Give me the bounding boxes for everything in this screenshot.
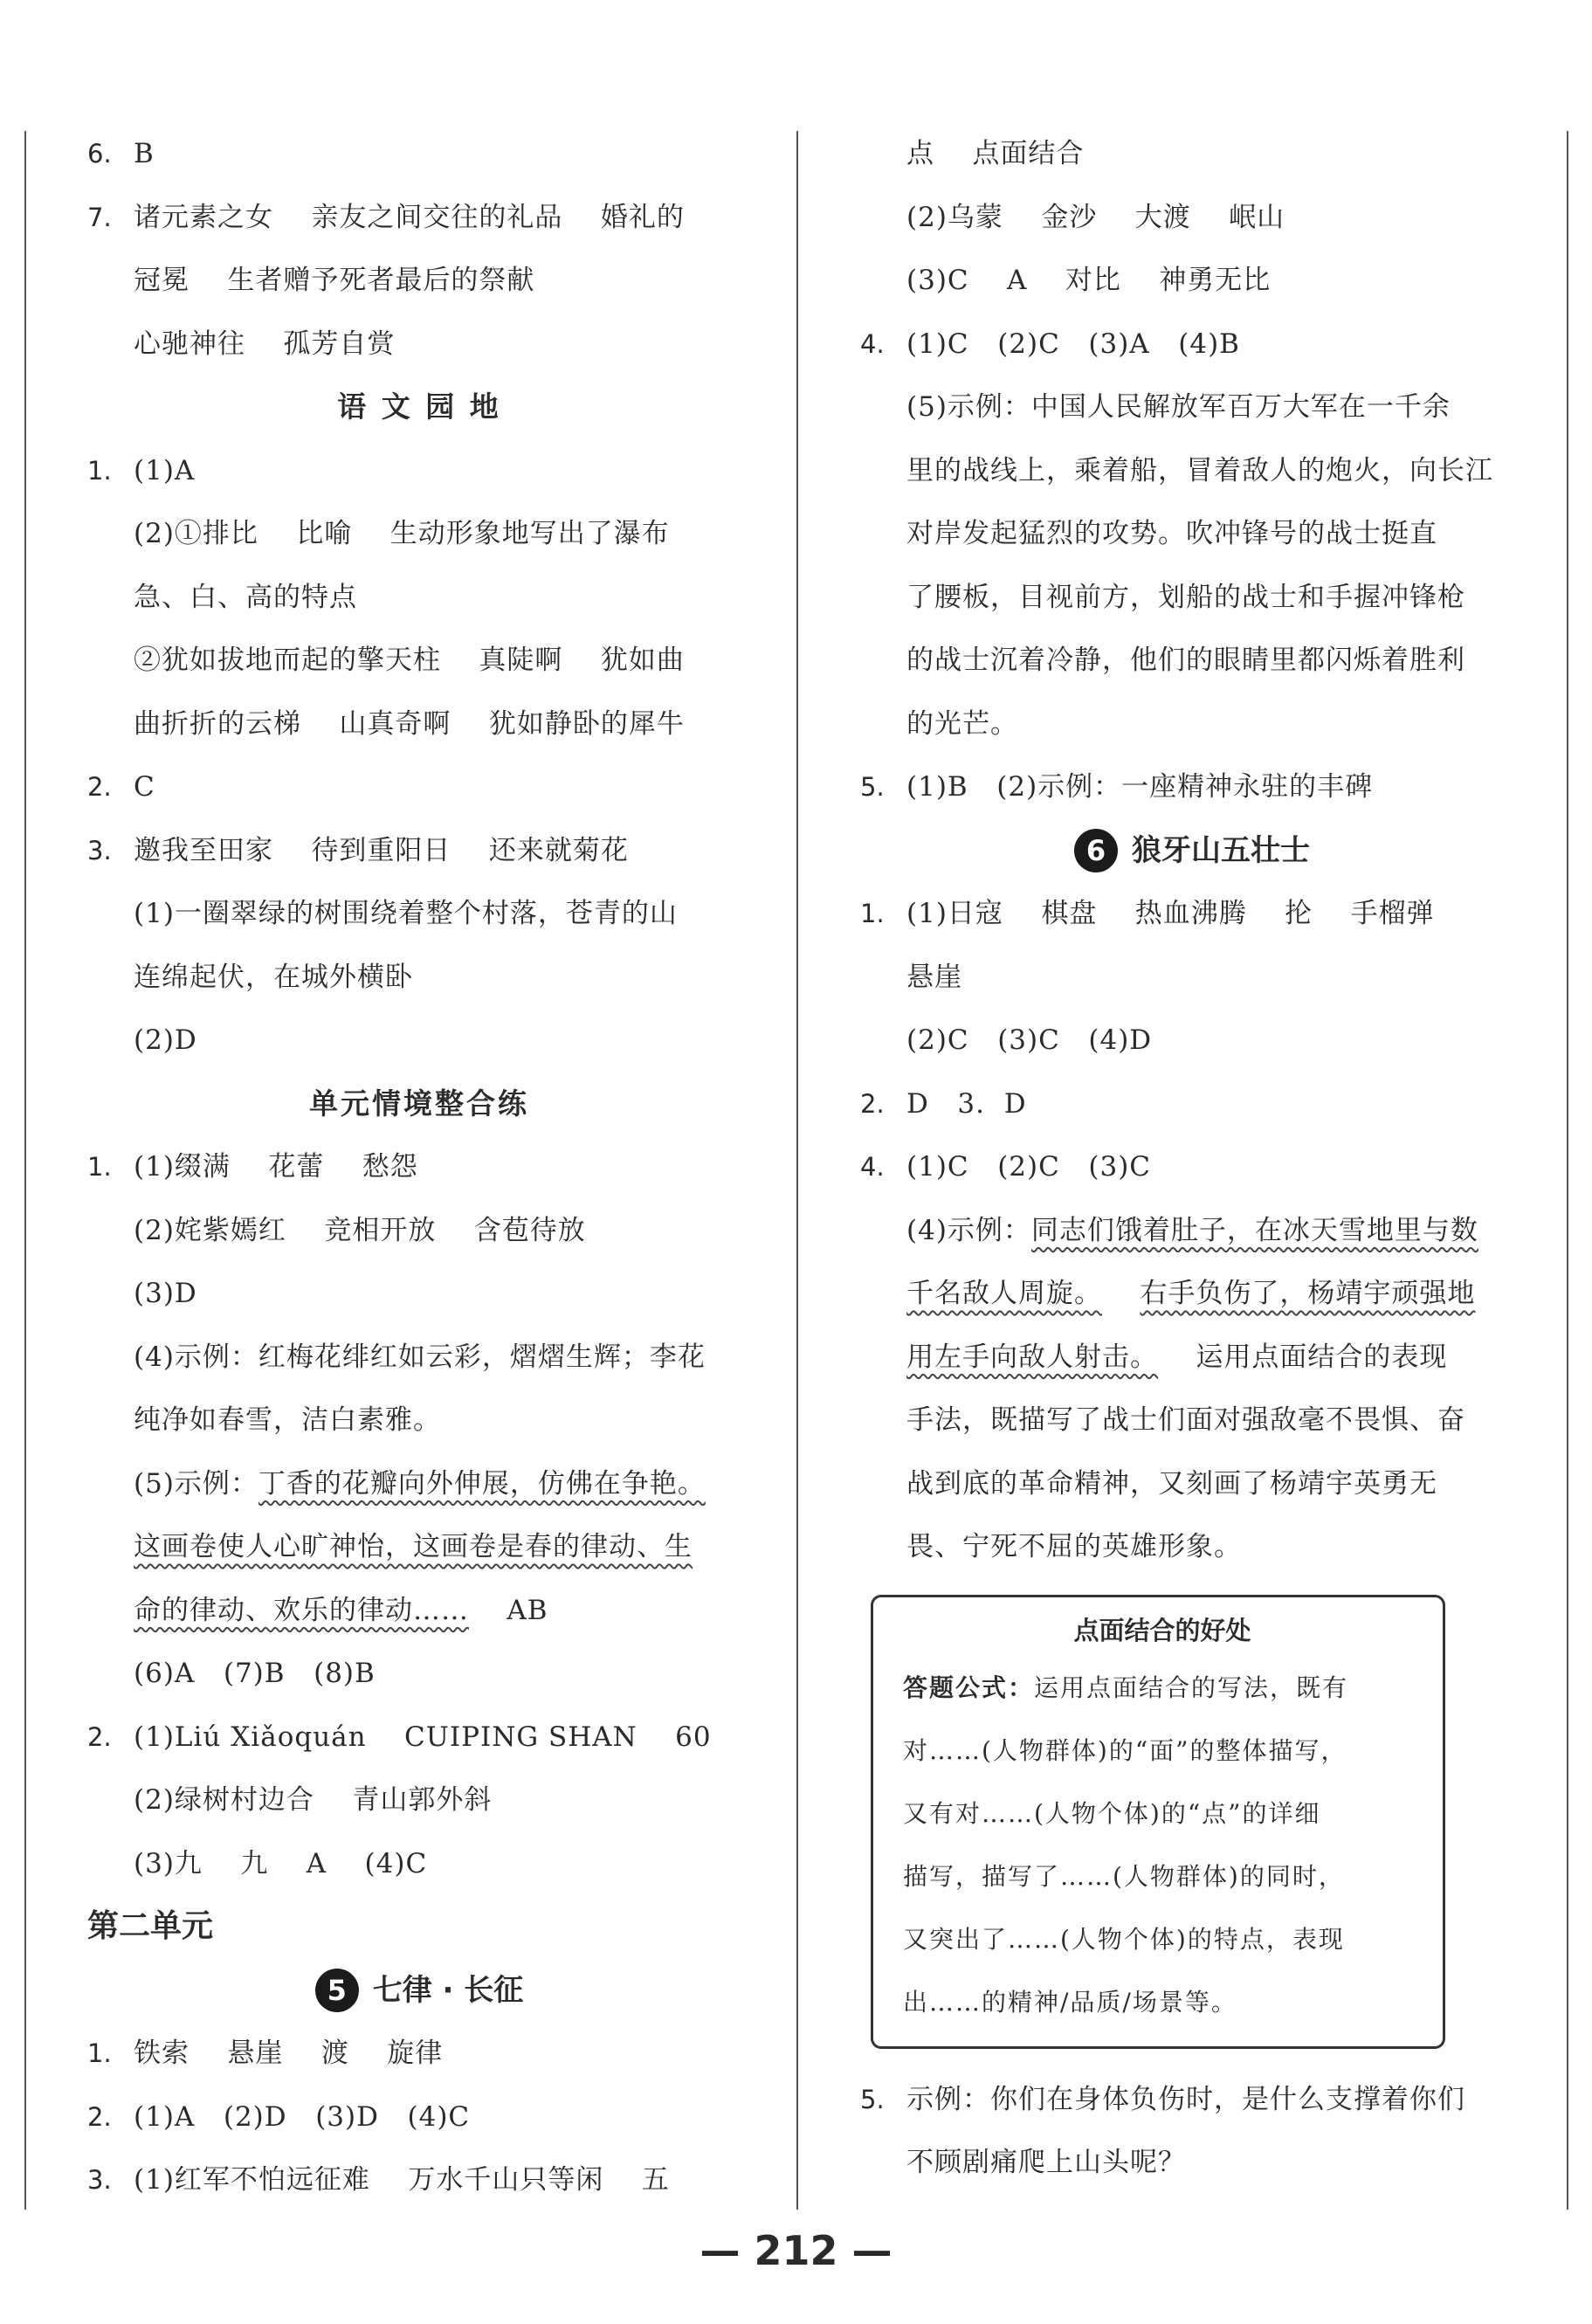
wavy-underlined-text: 这画卷使人心旷神怡，这画卷是春的律动、生 bbox=[134, 1531, 693, 1562]
answer-line bbox=[87, 1706, 751, 1769]
tip-box bbox=[871, 1595, 1445, 2049]
answer-text: 对岸发起猛烈的攻势。吹冲锋号的战士挺直 bbox=[906, 518, 1437, 549]
lesson-number-badge: 6 bbox=[1074, 829, 1118, 872]
section-heading-unit-practice: 单元情境整合练 bbox=[309, 1086, 529, 1121]
answer-line bbox=[860, 1262, 1524, 1326]
answer-line bbox=[860, 1135, 1524, 1199]
answer-text: 点 点面结合 bbox=[906, 138, 1085, 169]
answer-text: 战到底的革命精神，又刻画了杨靖宇英勇无 bbox=[906, 1467, 1437, 1500]
answer-line bbox=[87, 186, 751, 250]
answer-line bbox=[860, 249, 1524, 313]
answer-text: 心驰神往 孤芳自赏 bbox=[134, 328, 396, 360]
answer-list bbox=[860, 882, 1524, 1199]
answer-line bbox=[860, 1199, 1524, 1263]
answer-text: 的光芒。 bbox=[906, 707, 1018, 740]
answer-text: 纯净如春雪，洁白素雅。 bbox=[134, 1404, 441, 1436]
answer-line bbox=[87, 1135, 751, 1199]
answer-text: 诸元素之女 亲友之间交往的礼品 婚礼的 bbox=[134, 201, 685, 233]
answer-line bbox=[87, 1642, 751, 1706]
answer-line bbox=[87, 1009, 751, 1072]
answer-line bbox=[860, 946, 1524, 1010]
answer-text: (1)红军不怕远征难 万水千山只等闲 五 bbox=[134, 2164, 670, 2196]
answer-line bbox=[860, 566, 1524, 630]
answer-text: 里的战线上，乘着船，冒着敌人的炮火，向长江 bbox=[906, 454, 1493, 486]
answer-line bbox=[87, 1389, 751, 1452]
answer-line bbox=[87, 1832, 751, 1896]
answer-list bbox=[87, 1135, 751, 1452]
tip-box-label: 答题公式： bbox=[903, 1672, 1035, 1702]
answer-text: B bbox=[134, 138, 155, 169]
answer-line bbox=[860, 882, 1524, 946]
answer-text: 曲折折的云梯 山真奇啊 犹如静卧的犀牛 bbox=[134, 707, 685, 740]
answer-line bbox=[87, 122, 751, 186]
answer-list bbox=[860, 122, 1524, 819]
left-column-rule bbox=[24, 131, 26, 2210]
tip-box-line: 对……(人物群体)的“面”的整体描写， bbox=[903, 1735, 1347, 1765]
answer-line bbox=[860, 629, 1524, 693]
wavy-underlined-text: 命的律动、欢乐的律动…… bbox=[134, 1594, 469, 1626]
answer-line bbox=[87, 1769, 751, 1832]
answer-text: 邀我至田家 待到重阳日 还来就菊花 bbox=[134, 834, 629, 866]
answer-text: (4)示例： bbox=[906, 1214, 1031, 1246]
question-number: 4. bbox=[860, 1152, 885, 1182]
lesson-number-badge: 5 bbox=[315, 1969, 359, 2012]
answer-text: (3)D bbox=[134, 1278, 197, 1309]
answer-text: (5)示例： bbox=[134, 1467, 258, 1500]
center-column-rule bbox=[796, 131, 798, 2210]
answer-text: (2)D bbox=[134, 1024, 197, 1056]
answer-line bbox=[87, 946, 751, 1010]
question-number: 5. bbox=[860, 772, 885, 802]
question-number: 2. bbox=[87, 2101, 112, 2132]
answer-list bbox=[87, 122, 751, 376]
answer-list bbox=[87, 1642, 751, 1895]
answer-text: D 3. D bbox=[906, 1087, 1027, 1120]
answer-text: (2)C (3)C (4)D bbox=[906, 1024, 1153, 1056]
answer-text: 不顾剧痛爬上山头呢？ bbox=[906, 2147, 1186, 2178]
answer-text: (1)C (2)C (3)A (4)B bbox=[906, 328, 1240, 360]
answer-text: 连绵起伏，在城外横卧 bbox=[134, 961, 413, 993]
answer-line bbox=[860, 376, 1524, 439]
tip-box-title: 点面结合的好处 bbox=[1073, 1615, 1251, 1645]
wavy-underlined-text: 右手负伤了，杨靖宇顽强地 bbox=[1140, 1278, 1476, 1309]
answer-line bbox=[87, 1515, 751, 1579]
question-number: 1. bbox=[87, 1152, 112, 1182]
answer-list bbox=[87, 439, 751, 1072]
question-number: 6. bbox=[87, 139, 112, 169]
question-number: 1. bbox=[87, 455, 112, 486]
question-number: 1. bbox=[860, 899, 885, 928]
answer-text: (6)A (7)B (8)B bbox=[134, 1658, 376, 1689]
answer-text: (3)C A 对比 神勇无比 bbox=[906, 265, 1272, 296]
question-number: 2. bbox=[860, 1088, 885, 1119]
answer-text: (1)A (2)D (3)D (4)C bbox=[134, 2100, 471, 2133]
answer-line bbox=[87, 1452, 751, 1516]
answer-text: (2)绿树村边合 青山郭外斜 bbox=[134, 1784, 493, 1816]
answer-line bbox=[860, 439, 1524, 503]
tip-box-line bbox=[903, 1657, 1422, 1720]
answer-line bbox=[860, 1389, 1524, 1452]
question-number: 7. bbox=[87, 202, 112, 232]
answer-text: 急、白、高的特点 bbox=[134, 581, 357, 613]
answer-text: (1)一圈翠绿的树围绕着整个村落，苍青的山 bbox=[134, 898, 678, 929]
answer-line bbox=[860, 2068, 1524, 2132]
answer-line bbox=[87, 566, 751, 630]
answer-line bbox=[87, 1579, 751, 1643]
answer-line bbox=[87, 502, 751, 566]
tip-box-text: 运用点面结合的写法，既有 bbox=[1034, 1672, 1349, 1702]
answer-line bbox=[860, 502, 1524, 566]
answer-text: (4)示例：红梅花绯红如云彩，熠熠生辉；李花 bbox=[134, 1341, 706, 1373]
left-column bbox=[87, 122, 751, 2212]
answer-line bbox=[87, 2086, 751, 2149]
answer-list bbox=[860, 2068, 1524, 2195]
answer-line bbox=[860, 122, 1524, 186]
answer-line bbox=[87, 1262, 751, 1326]
answer-line bbox=[860, 1515, 1524, 1579]
wavy-underlined-text: 用左手向敌人射击。 bbox=[906, 1341, 1158, 1373]
answer-text: 的战士沉着冷静，他们的眼睛里都闪烁着胜利 bbox=[906, 645, 1465, 676]
answer-line bbox=[87, 439, 751, 503]
answer-text: 运用点面结合的表现 bbox=[1158, 1341, 1448, 1373]
answer-text: (1)B (2)示例：一座精神永驻的丰碑 bbox=[906, 771, 1374, 803]
answer-text: ②犹如拔地而起的擎天柱 真陡啊 犹如曲 bbox=[134, 645, 685, 676]
answer-line bbox=[860, 693, 1524, 756]
answer-line bbox=[87, 755, 751, 819]
answer-text: 悬崖 bbox=[906, 961, 962, 993]
answer-text: (1)C (2)C (3)C bbox=[906, 1151, 1152, 1183]
section-heading-yuwen-yuandi: 语 文 园 地 bbox=[337, 390, 501, 424]
answer-list bbox=[87, 2022, 751, 2212]
answer-line bbox=[87, 882, 751, 946]
answer-text: 了腰板，目视前方，划船的战士和手握冲锋枪 bbox=[906, 581, 1465, 613]
answer-line bbox=[860, 1452, 1524, 1516]
answer-line bbox=[87, 2148, 751, 2212]
wavy-underlined-text: 千名敌人周旋。 bbox=[906, 1278, 1102, 1309]
answer-text: (1)Liú Xiǎoquán CUIPING SHAN 60 bbox=[134, 1721, 712, 1753]
question-number: 2. bbox=[87, 772, 112, 802]
question-number: 2. bbox=[87, 1721, 112, 1752]
answer-text: 铁索 悬崖 渡 旋律 bbox=[134, 2038, 444, 2069]
question-number: 4. bbox=[860, 328, 885, 359]
answer-line bbox=[87, 693, 751, 756]
wavy-underlined-text: 丁香的花瓣向外伸展，仿佛在争艳。 bbox=[258, 1467, 706, 1500]
answer-line bbox=[87, 819, 751, 883]
question-number: 3. bbox=[87, 2165, 112, 2195]
answer-line bbox=[860, 2131, 1524, 2195]
answer-text: (2)姹紫嫣红 竞相开放 含苞待放 bbox=[134, 1214, 586, 1246]
answer-line bbox=[860, 313, 1524, 376]
lesson-6-heading bbox=[860, 819, 1524, 883]
question-number: 3. bbox=[87, 835, 112, 865]
tip-box-line: 出……的精神/品质/场景等。 bbox=[903, 1987, 1237, 2017]
right-column-rule bbox=[1567, 131, 1568, 2210]
answer-line bbox=[860, 1009, 1524, 1072]
tip-box-line: 又有对……(人物个体)的“点”的详细 bbox=[903, 1798, 1321, 1828]
question-number: 1. bbox=[87, 2038, 112, 2068]
answer-line bbox=[860, 755, 1524, 819]
right-column bbox=[860, 122, 1524, 2195]
answer-line bbox=[87, 249, 751, 313]
question-number: 5. bbox=[860, 2084, 885, 2114]
answer-text: (1)A bbox=[134, 454, 196, 486]
lesson-title: 七律 · 长征 bbox=[372, 1972, 524, 2008]
answer-text: (2)①排比 比喻 生动形象地写出了瀑布 bbox=[134, 518, 670, 549]
answer-line bbox=[87, 629, 751, 693]
answer-line bbox=[87, 2022, 751, 2086]
tip-box-line: 描写，描写了……(人物群体)的同时， bbox=[903, 1861, 1345, 1891]
answer-text: 示例：你们在身体负伤时，是什么支撑着你们 bbox=[906, 2083, 1465, 2115]
answer-text: 冠冕 生者赠予死者最后的祭献 bbox=[134, 265, 535, 296]
lesson-5-heading bbox=[87, 1959, 751, 2023]
lesson-title: 狼牙山五壮士 bbox=[1132, 832, 1310, 868]
answer-text: (2)乌蒙 金沙 大渡 岷山 bbox=[906, 201, 1285, 233]
answer-text: 手法，既描写了战士们面对强敌毫不畏惧、奋 bbox=[906, 1404, 1465, 1436]
answer-text: (1)缀满 花蕾 愁怨 bbox=[134, 1151, 418, 1183]
answer-text: (5)示例：中国人民解放军百万大军在一千余 bbox=[906, 391, 1451, 423]
answer-line bbox=[87, 1326, 751, 1390]
answer-line bbox=[87, 1199, 751, 1263]
answer-text: 畏、宁死不屈的英雄形象。 bbox=[906, 1531, 1242, 1562]
page-number: — 212 — bbox=[700, 2227, 892, 2274]
unit-two-heading: 第二单元 bbox=[87, 1908, 214, 1944]
answer-line bbox=[860, 1326, 1524, 1390]
answer-line bbox=[860, 1072, 1524, 1136]
answer-line bbox=[860, 186, 1524, 250]
answer-text: (1)日寇 棋盘 热血沸腾 抡 手榴弹 bbox=[906, 898, 1435, 929]
wavy-underlined-text: 同志们饿着肚子，在冰天雪地里与数 bbox=[1030, 1214, 1478, 1246]
answer-text: AB bbox=[469, 1594, 548, 1626]
answer-text: (3)九 九 A (4)C bbox=[134, 1847, 428, 1879]
answer-line bbox=[87, 313, 751, 376]
answer-text: C bbox=[134, 771, 155, 803]
tip-box-line: 又突出了……(人物个体)的特点，表现 bbox=[903, 1924, 1345, 1954]
